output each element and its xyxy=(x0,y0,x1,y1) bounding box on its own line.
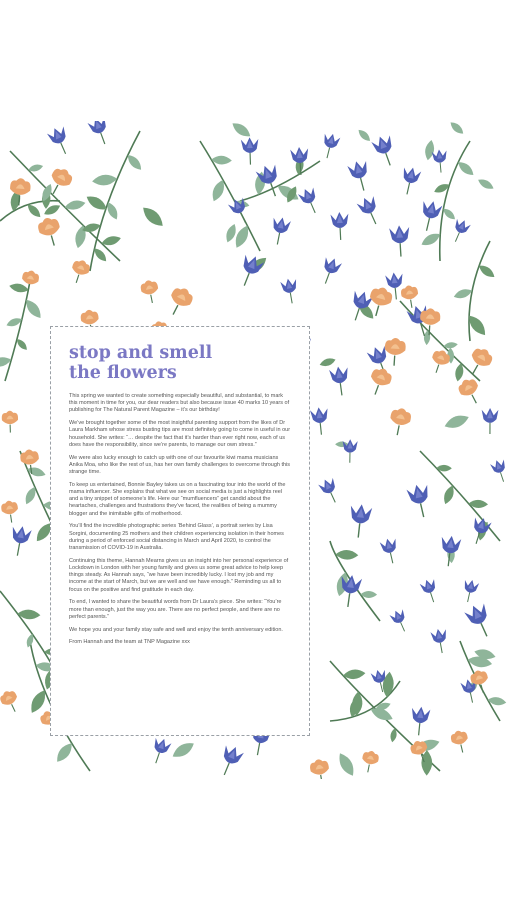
orange-flower xyxy=(384,337,407,366)
blue-flower xyxy=(8,525,32,558)
blue-flower xyxy=(347,159,374,193)
leaf-shape xyxy=(448,121,465,136)
leaf-shape xyxy=(230,121,253,140)
mumfluencer-paragraph: To keep us entertained, Bonnie Bayley takes us on a fascinating tour into the world of the mama influencer. She explains that what we see on social media is just a highlights reel and a tiny snippet of someone’s life. Here our “mumfluencers” get candid about the heartaches, challenges and frustrations they’ve faced, the realities of being a mummy blogger and the inimitable gifts of motherhood. xyxy=(69,481,286,517)
leaf-shape xyxy=(170,739,197,761)
blue-stem xyxy=(431,593,434,603)
orange-flower xyxy=(0,688,23,715)
orange-stem xyxy=(461,745,463,753)
orange-stem xyxy=(76,275,79,283)
orange-stem xyxy=(19,195,20,205)
orange-flower xyxy=(139,279,160,305)
blue-stem xyxy=(380,683,382,692)
title-line-1: stop and smell xyxy=(69,343,213,363)
blue-stem xyxy=(156,753,160,763)
blue-stem xyxy=(257,743,259,755)
leaf-shape xyxy=(443,412,471,431)
closing-quote-paragraph: To end, I wanted to share the beautiful words from Dr Laura’s piece. She writes: “You’re more than enough, just the way you are. There are no perfect people, and there are no perfect parents.” xyxy=(69,599,282,620)
editorial-text-panel xyxy=(50,326,310,736)
blue-stem xyxy=(386,153,390,165)
blue-stem xyxy=(476,533,479,544)
blue-stem xyxy=(501,473,504,482)
blue-flower xyxy=(461,578,480,603)
signoff-paragraph: From Hannah and the team at TNP Magazine xxx xyxy=(69,639,190,646)
blue-flower xyxy=(241,137,259,165)
stem-line xyxy=(400,301,480,381)
orange-stem xyxy=(375,385,378,394)
blue-stem xyxy=(481,623,487,636)
orange-stem xyxy=(173,305,178,314)
orange-stem xyxy=(151,295,153,303)
blue-stem xyxy=(277,233,279,245)
blue-stem xyxy=(244,273,249,285)
blue-stem xyxy=(241,213,246,223)
orange-flower xyxy=(0,500,20,524)
blue-stem xyxy=(407,183,410,194)
leaf-shape xyxy=(476,177,495,192)
blue-flower xyxy=(269,216,292,246)
wishes-paragraph: We hope you and your family stay safe and well and enjoy the tenth anniversary edition. xyxy=(69,626,283,633)
intro-paragraph: This spring we wanted to create something especially beautiful, and substantial, to mark this moment in time for you, our dear readers but also because issue 40 marks 10 years of publishing for The Natural Parent Magazine – it’s our birthday! xyxy=(69,393,290,414)
leaf-shape xyxy=(139,204,166,230)
blue-flower xyxy=(297,186,323,216)
blue-flower xyxy=(46,125,74,158)
blue-flower xyxy=(280,277,300,304)
stem-line xyxy=(5,281,30,381)
leaf-shape xyxy=(421,750,432,776)
blue-flower xyxy=(430,628,450,655)
blue-stem xyxy=(340,228,341,240)
blue-flower xyxy=(389,608,411,634)
blue-stem xyxy=(61,143,66,154)
blue-stem xyxy=(224,763,229,775)
blue-flower xyxy=(310,406,330,435)
blue-flower xyxy=(215,743,244,778)
blue-flower xyxy=(482,408,499,434)
blue-flower xyxy=(319,132,341,160)
blue-stem xyxy=(455,233,459,242)
blue-stem xyxy=(427,218,430,231)
orange-stem xyxy=(11,515,12,523)
blue-flower xyxy=(409,706,430,736)
blue-flower xyxy=(463,601,496,640)
lockdown-paragraph: Continuing this theme, Hannah Mearns gives us an insight into her personal experience of Lockdown in London with her young family and gives us some great advice to help keep things steady. As Hannah says, “we have been incredibly lucky. I lost my job and my income at the start of March, but we are well and we have enough.” Reminding us all to focus on the positive and find gratitude in each day. xyxy=(69,557,289,593)
leaf-shape xyxy=(335,550,358,560)
blue-stem xyxy=(311,203,315,213)
blue-stem xyxy=(468,593,470,602)
blue-stem xyxy=(400,243,401,256)
blue-stem xyxy=(300,163,301,175)
blue-stem xyxy=(331,493,336,503)
blue-stem xyxy=(440,163,441,173)
blue-flower xyxy=(490,458,507,484)
blue-flower xyxy=(432,149,449,173)
orange-stem xyxy=(473,365,478,374)
blue-flower xyxy=(148,736,172,766)
orange-flower xyxy=(365,365,393,398)
anika-moa-paragraph: We were also lucky enough to catch up with one of our favourite kiwi mama musicians Anika Moa, who like the rest of us, has her own family challenges to overcome through this strange time. xyxy=(69,454,291,476)
blue-flower xyxy=(379,537,400,565)
orange-flower xyxy=(68,258,92,286)
orange-flower xyxy=(456,376,485,408)
orange-stem xyxy=(51,235,54,245)
orange-flower xyxy=(464,345,495,379)
blue-stem xyxy=(401,622,405,631)
markham-paragraph: We’ve brought together some of the most insightful parenting support from the likes of Dr Laura Markham whose stress busting tips are most definitely going to come in useful in our household. She writes: “… despite the fact that it’s harder than ever right now, each of us does have the responsibility, since we’re parents, to manage our own stress.” xyxy=(69,420,291,448)
blue-stem xyxy=(470,693,472,703)
blue-flower xyxy=(406,483,434,520)
blue-stem xyxy=(17,543,19,556)
leaf-shape xyxy=(335,751,357,779)
orange-flower xyxy=(2,411,19,433)
blue-flower xyxy=(417,199,443,233)
blue-stem xyxy=(358,523,360,537)
blue-flower xyxy=(468,516,492,547)
blue-flower xyxy=(438,535,461,568)
blue-flower xyxy=(329,365,351,396)
blue-flower xyxy=(317,476,342,506)
blue-flower xyxy=(448,217,471,244)
blue-stem xyxy=(327,148,330,158)
blue-flower xyxy=(317,255,342,286)
orange-stem xyxy=(28,285,29,293)
orange-stem xyxy=(12,704,16,711)
orange-stem xyxy=(394,356,395,366)
blue-flower xyxy=(348,503,373,538)
blue-stem xyxy=(361,178,364,190)
blue-stem xyxy=(440,643,442,653)
behind-glass-paragraph: You’ll find the incredible photographic series ‘Behind Glass’, a portrait series by Lisa Sorgini, documenting 25 mothers and their children experiencing isolation in their homes during a period of enforced social distancing in March and April 2020, to control the transmission of COVID-19 in Australia. xyxy=(69,523,284,552)
leaf-shape xyxy=(356,127,372,143)
blue-stem xyxy=(419,723,420,735)
blue-flower xyxy=(419,577,441,604)
leaf-shape xyxy=(92,173,118,186)
orange-stem xyxy=(411,300,412,308)
leaf-shape xyxy=(25,202,43,220)
blue-stem xyxy=(340,383,342,395)
orange-stem xyxy=(436,365,439,373)
blue-stem xyxy=(290,293,292,304)
orange-flower xyxy=(360,749,380,773)
article-title xyxy=(69,343,291,383)
blue-stem xyxy=(320,423,321,435)
leaf-shape xyxy=(8,282,29,294)
blue-flower xyxy=(371,133,400,168)
orange-flower xyxy=(309,758,332,779)
magazine-page xyxy=(0,121,507,779)
orange-stem xyxy=(376,306,379,316)
blue-stem xyxy=(325,273,329,284)
blue-stem xyxy=(395,288,396,300)
blue-stem xyxy=(101,133,105,144)
orange-flower xyxy=(449,729,470,755)
blue-flower xyxy=(356,194,384,228)
blue-stem xyxy=(390,553,392,564)
blue-stem xyxy=(371,213,376,224)
orange-stem xyxy=(53,185,58,194)
title-line-2: the flowers xyxy=(69,363,177,383)
blue-flower xyxy=(87,121,113,147)
orange-flower xyxy=(164,284,196,319)
blue-flower xyxy=(330,212,349,241)
orange-stem xyxy=(368,764,370,772)
orange-stem xyxy=(321,775,323,779)
orange-flower xyxy=(387,406,412,437)
orange-stem xyxy=(429,325,430,335)
leaf-shape xyxy=(319,356,337,368)
blue-flower xyxy=(235,253,265,290)
blue-flower xyxy=(398,166,421,197)
blue-stem xyxy=(355,308,359,320)
orange-stem xyxy=(397,425,399,435)
blue-flower xyxy=(346,289,374,324)
blue-stem xyxy=(421,503,424,517)
orange-stem xyxy=(472,395,476,403)
blue-stem xyxy=(348,593,350,607)
blue-flower xyxy=(389,225,411,257)
orange-flower xyxy=(36,215,64,248)
